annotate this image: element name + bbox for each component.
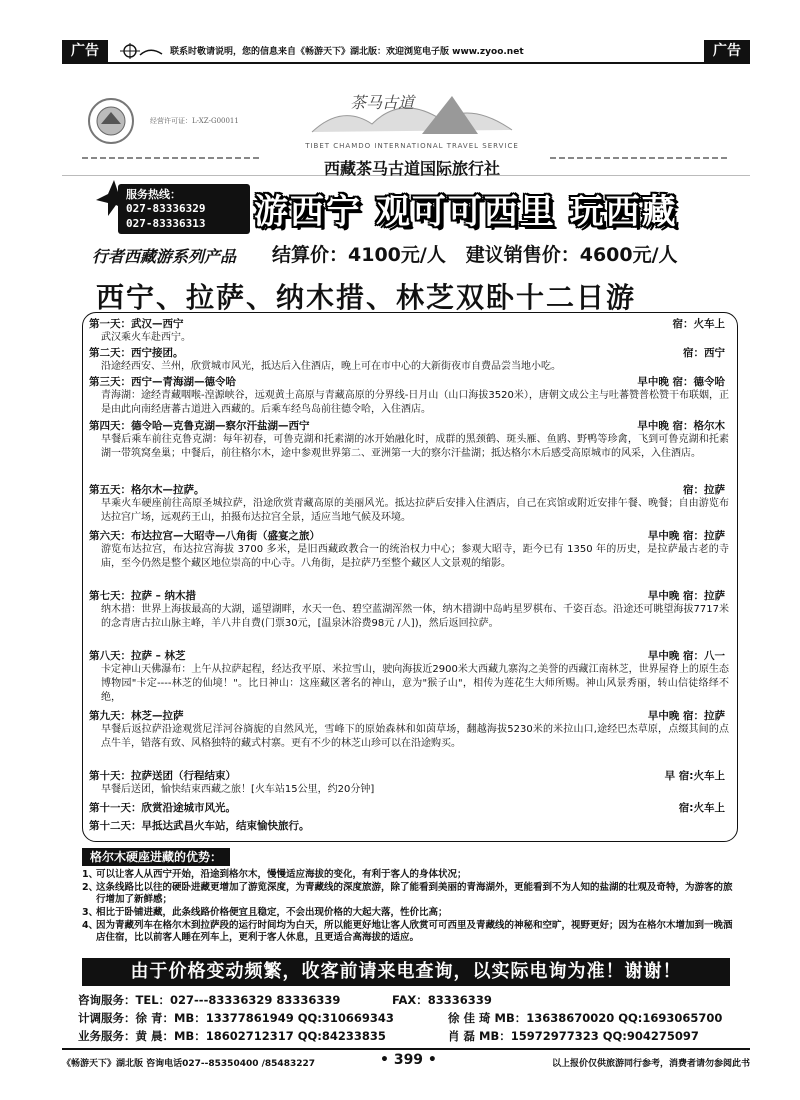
day-text: 纳木措：世界上海拔最高的大湖，遥望湖畔，水天一色、碧空蓝湖浑然一体，纳木措湖中岛屿星罗棋布、千姿百态。沿途还可眺望海拔7717米的念青唐古拉山脉主峰，羊八井自费(门票30元，[温泉沐浴费98元 /人])，然后返回拉萨。: [101, 604, 729, 629]
day-item: [89, 529, 729, 571]
ad-label-left: 广告: [62, 40, 108, 62]
day-item: [89, 709, 729, 751]
route-title: 西宁、拉萨、纳木措、林芝双卧十二日游: [96, 281, 637, 314]
advantage-text: 这条线路比以往的硬卧进藏更增加了游览深度，为青藏线的深度旅游，除了能看到美丽的青海湖外，更能看到不为人知的盐湖的壮观及奇特，为游客的旅行增加了新鲜感；: [96, 882, 733, 905]
hotline-number: 027-83336329: [126, 202, 206, 215]
sales-contact: 业务服务：黄 晨：MB：18602712317 QQ:84233835: [78, 1029, 386, 1043]
advantage-text: 因为青藏列车在格尔木到拉萨段的运行时间均为白天，所以能更好地让客人欣赏可可西里及青藏线的神秘和空旷，视野更好；因为在格尔木增加到一晚酒店住宿，比以前客人睡在列车上，更利于客人休息，且更适合高海拔的适应。: [96, 920, 733, 943]
series-label: 行者西藏游系列产品: [92, 247, 237, 266]
day-title: 第三天：西宁—青海湖—德令哈: [89, 376, 236, 388]
day-stay: 早中晚 宿：拉萨: [647, 530, 725, 542]
day-text: 早餐后返拉萨沿途观赏尼洋河谷旖旎的自然风光，雪峰下的原始森林和如茵草场，翻越海拔5230米的米拉山口,途经巴杰草原，点缀其间的点点牛羊，错落有致、风格独特的藏式村寨。更有不少的林芝山珍可以在沿途购买。: [101, 724, 729, 749]
day-item: [89, 483, 729, 525]
day-item: [89, 819, 729, 833]
day-text: 早餐后送团，愉快结束西藏之旅！[火车站15公里，约20分钟]: [101, 784, 375, 795]
day-item: [89, 419, 729, 461]
day-stay: 早中晚 宿：德令哈: [637, 376, 725, 388]
hotline-number: 027-83336313: [126, 217, 206, 230]
retail-price-label: 建议销售价：: [465, 244, 580, 266]
day-title: 第七天：拉萨 – 纳木措: [89, 590, 197, 602]
day-item: [89, 649, 729, 705]
consult-contact: 咨询服务：TEL：027---83336329 83336339: [78, 993, 341, 1007]
day-stay: 宿：拉萨: [683, 484, 725, 496]
advantage-text: 相比于卧铺进藏，此条线路价格便宜且稳定，不会出现价格的大起大落，性价比高；: [96, 907, 448, 918]
day-stay: 早 宿:火车上: [664, 770, 725, 782]
footer-publisher: 《畅游天下》湖北版 咨询电话027--85350400 /85483227: [62, 1059, 316, 1069]
ad-label-right: 广告: [704, 40, 750, 62]
logo-script: 茶马古道: [350, 93, 415, 112]
day-stay: 早中晚 宿：拉萨: [647, 710, 725, 722]
day-text: 早乘火车硬座前往高原圣城拉萨，沿途欣赏青藏高原的美丽风光。抵达拉萨后安排入住酒店，自己在宾馆或附近安排午餐、晚餐；自由游览布达拉宫广场，远观药王山，拍摄布达拉宫全景，适应当地气候及环境。: [101, 498, 729, 523]
fax-number: FAX：83336339: [392, 993, 492, 1007]
advantages-title: 格尔木硬座进藏的优势：: [82, 848, 230, 866]
day-stay: 宿：火车上: [672, 318, 725, 330]
list-item: 3、 相比于卧铺进藏，此条线路价格便宜且稳定，不会出现价格的大起大落，性价比高；: [82, 907, 448, 918]
day-title: 第八天：拉萨 – 林芝: [89, 650, 186, 662]
day-stay: 早中晚 宿：八一: [647, 650, 725, 662]
price-line: [272, 240, 678, 267]
day-stay: 早中晚 宿：拉萨: [647, 590, 725, 602]
retail-price-value: 4600元/人: [579, 244, 678, 266]
day-item: [89, 317, 729, 345]
list-item: 4、 因为青藏列车在格尔木到拉萨段的运行时间均为白天，所以能更好地让客人欣赏可可西里及青藏线的神秘和空旷，视野更好；因为在格尔木增加到一晚酒店住宿，比以前客人睡在列车上，更利于客人休息，且更适合高海拔的适应。: [82, 920, 733, 943]
day-text: 游览布达拉宫，布达拉宫海拔 3700 多米，是旧西藏政教合一的统治权力中心；参观大昭寺，距今已有 1350 年的历史，是拉萨最古老的寺庙，至今仍然是整个藏区地位崇高的中心寺。八角街，是拉萨乃至整个藏区人文景观的缩影。: [101, 544, 729, 569]
advantages-list: [82, 869, 738, 945]
day-item: [89, 769, 729, 797]
day-title: 第五天：格尔木—拉萨。: [89, 484, 205, 496]
advantages-section: [82, 845, 738, 953]
settle-price-value: 4100元/人: [348, 244, 446, 266]
footer-disclaimer: 以上报价仅供旅游同行参考，消费者请勿参阅此书: [551, 1059, 750, 1069]
day-text: 卡定神山天佛瀑布：上午从拉萨起程，经达孜平原、米拉雪山，驶向海拔近2900米大西藏九寨沟之美誉的西藏江南林芝，世界屋脊上的原生态博物园"卡定----林芝的仙境！"。比日神山：这座藏区著名的神山，意为"猴子山"，相传为莲花生大师所赐。神山风景秀丽，转山信徒络绎不绝，: [101, 664, 729, 703]
agency-seal-icon: [86, 96, 136, 146]
advantage-text: 可以让客人从西宁开始，沿途到格尔木，慢慢适应海拔的变化，有利于客人的身体状况；: [96, 869, 467, 880]
planner-contact: 计调服务：徐 青：MB：13377861949 QQ:310669343: [78, 1011, 394, 1025]
list-item: 2、 这条线路比以往的硬卧进藏更增加了游览深度，为青藏线的深度旅游，除了能看到美丽的青海湖外，更能看到不为人知的盐湖的壮观及奇特，为游客的旅行增加了新鲜感；: [82, 882, 733, 905]
page-number: • 399 •: [380, 1052, 437, 1068]
day-text: 青海湖：途经青藏咽喉-湟源峡谷，远观黄土高原与青藏高原的分界线-日月山（山口海拔3520米），唐朝文成公主与吐蕃赞普松赞干布联姻，正是由此向南经唐蕃古道进入西藏的。后乘车经鸟岛前往德令哈，入住酒店。: [101, 390, 729, 415]
day-title: 第十天：拉萨送团（行程结束）: [89, 770, 236, 782]
day-title: 第四天：德令哈—克鲁克湖—察尔汗盐湖—西宁: [89, 420, 310, 432]
header-notice: 联系时敬请说明，您的信息来自《畅游天下》湖北版：欢迎浏览电子版 www.zyoo.net: [170, 47, 524, 57]
day-text: 武汉乘火车赴西宁。: [101, 332, 191, 343]
footer-divider: [62, 1048, 750, 1050]
day-stay: 宿:火车上: [678, 802, 725, 814]
day-title: 第一天：武汉—西宁: [89, 318, 184, 330]
settle-price-label: 结算价：: [272, 244, 349, 266]
agency-name-cn: 西藏茶马古道国际旅行社: [323, 159, 500, 178]
day-title: 第六天：布达拉宫—大昭寺—八角街（盛宴之旅）: [89, 530, 320, 542]
day-stay: 早中晚 宿：格尔木: [637, 420, 725, 432]
list-item: 1、 可以让客人从西宁开始，沿途到格尔木，慢慢适应海拔的变化，有利于客人的身体状况；: [82, 869, 467, 880]
day-text: 沿途经西安、兰州，欣赏城市风光，抵达后入住酒店，晚上可在市中心的大新街夜市自费品尝当地小吃。: [101, 361, 561, 372]
agency-header: [62, 66, 750, 176]
agency-name-en: TIBET CHAMDO INTERNATIONAL TRAVEL SERVICE: [305, 142, 519, 150]
day-text: 早餐后乘车前往克鲁克湖：每年初春，可鲁克湖和托素湖的冰开始融化时，成群的黑颈鹤、斑头雁、鱼鸥、野鸭等珍禽，飞到可鲁克湖和托素湖一带筑窝垒巢；中餐后，前往格尔木，途中参观世界第二、亚洲第一大的察尔汗盐湖；抵达格尔木后感受高原城市的风采，入住酒店。: [101, 434, 729, 459]
hotline-box: [118, 184, 250, 234]
day-item: [89, 375, 729, 417]
top-bar: [62, 40, 750, 64]
tea-horse-road-logo: [302, 84, 522, 140]
day-stay: 宿：西宁: [683, 347, 725, 359]
day-title: 第十二天：早抵达武昌火车站，结束愉快旅行。: [89, 820, 310, 832]
hotline-title: 服务热线：: [126, 188, 181, 201]
magazine-logo-icon: [116, 42, 166, 60]
itinerary-box: [82, 312, 738, 842]
day-title: 第九天：林芝—拉萨: [89, 710, 184, 722]
sales-contact: 肖 磊 MB：15972977323 QQ:904275097: [448, 1029, 699, 1043]
planner-contact: 徐 佳 琦 MB：13638670020 QQ:1693065700: [448, 1011, 723, 1025]
license-number: 经营许可证：L-XZ-G00011: [150, 117, 239, 125]
notice-banner: 由于价格变动频繁，收客前请来电查询，以实际电询为准！谢谢！: [82, 958, 730, 986]
day-title: 第二天：西宁接团。: [89, 347, 184, 359]
day-title: 第十一天：欣赏沿途城市风光。: [89, 802, 236, 814]
day-item: [89, 589, 729, 631]
headline: 游西宁 观可可西里 玩西藏: [254, 192, 678, 232]
day-item: [89, 346, 729, 374]
day-item: [89, 801, 729, 815]
